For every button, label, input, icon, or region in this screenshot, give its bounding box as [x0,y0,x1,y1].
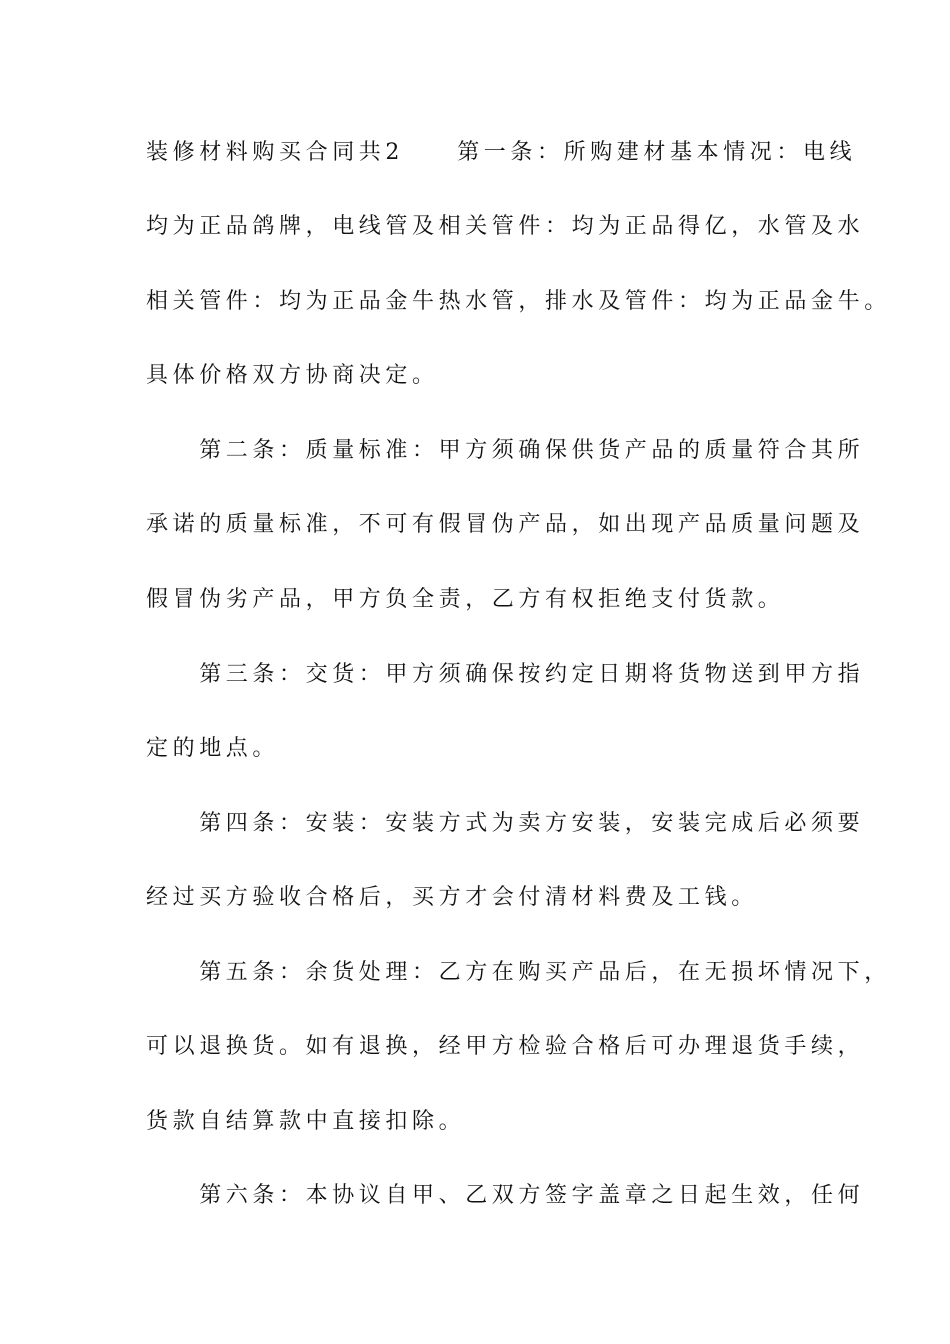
text-line: 第三条：交货：甲方须确保按约定日期将货物送到甲方指 [146,662,865,687]
text-line: 装修材料购买合同共2 第一条：所购建材基本情况：电线 [146,140,857,165]
text-line: 定的地点。 [146,736,280,761]
text-line: 具体价格双方协商决定。 [146,363,439,388]
text-line: 货款自结算款中直接扣除。 [146,1109,466,1134]
text-line: 第五条：余货处理：乙方在购买产品后，在无损坏情况下， [146,960,891,985]
text-line: 承诺的质量标准，不可有假冒伪产品，如出现产品质量问题及 [146,512,865,537]
text-line: 相关管件：均为正品金牛热水管，排水及管件：均为正品金牛。 [146,289,891,314]
text-line: 假冒伪劣产品，甲方负全责，乙方有权拒绝支付货款。 [146,587,785,612]
text-line: 第四条：安装：安装方式为卖方安装，安装完成后必须要 [146,811,865,836]
text-line: 经过买方验收合格后，买方才会付清材料费及工钱。 [146,885,758,910]
text-line: 均为正品鸽牌，电线管及相关管件：均为正品得亿，水管及水 [146,214,865,239]
text-line: 可以退换货。如有退换，经甲方检验合格后可办理退货手续， [146,1034,865,1059]
text-line: 第二条：质量标准：甲方须确保供货产品的质量符合其所 [146,438,865,463]
text-line: 第六条：本协议自甲、乙双方签字盖章之日起生效，任何 [146,1183,865,1208]
